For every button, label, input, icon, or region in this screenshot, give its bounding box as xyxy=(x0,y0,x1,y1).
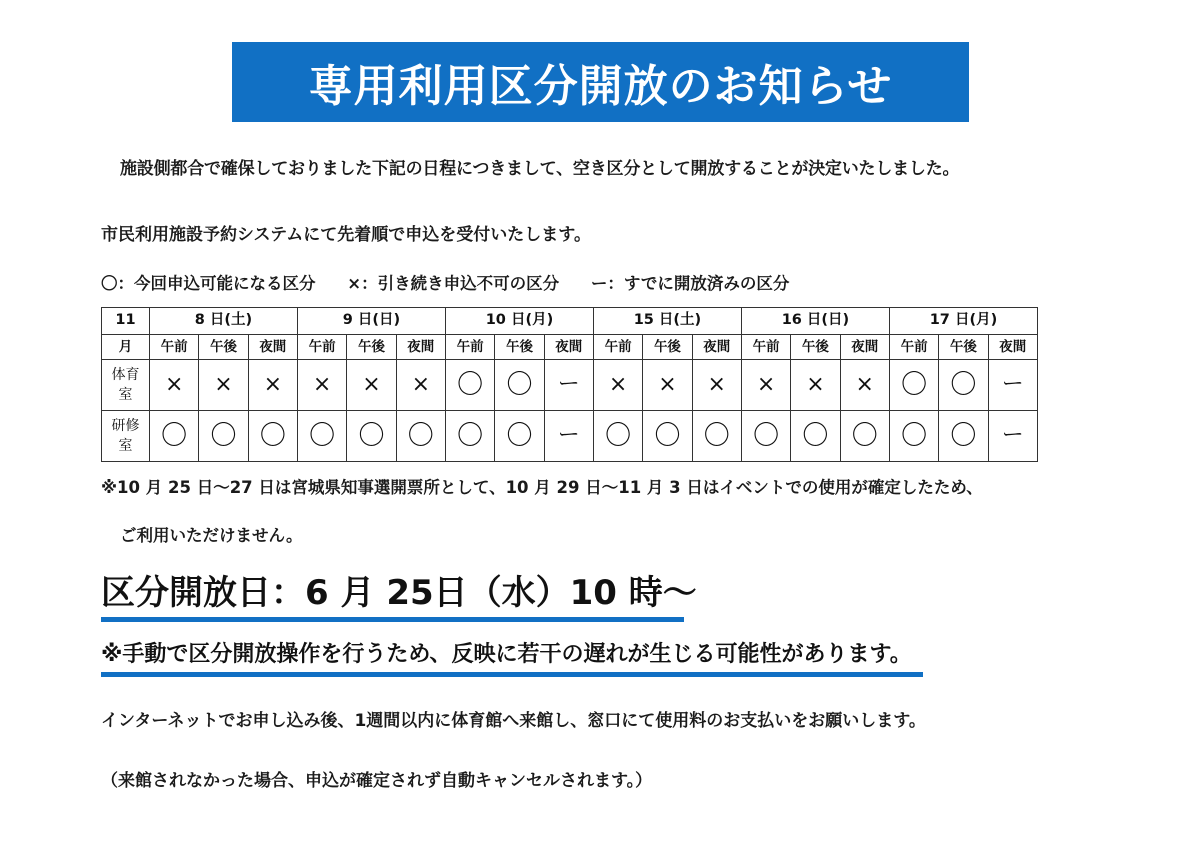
availability-mark: 〇 xyxy=(347,411,396,462)
slot-header: 夜間 xyxy=(396,335,445,360)
schedule-table xyxy=(101,307,1038,462)
availability-mark: 〇 xyxy=(692,411,741,462)
availability-mark: × xyxy=(297,360,346,411)
availability-mark: × xyxy=(741,360,790,411)
room-label xyxy=(102,360,150,411)
availability-mark: 〇 xyxy=(199,411,248,462)
availability-mark: × xyxy=(347,360,396,411)
legend xyxy=(101,270,815,294)
availability-mark: ー xyxy=(988,360,1037,411)
availability-mark: 〇 xyxy=(248,411,297,462)
slot-header: 夜間 xyxy=(248,335,297,360)
cancel-note: （来館されなかった場合、申込が確定されず自動キャンセルされます。） xyxy=(101,771,653,791)
release-date-heading: 区分開放日：6 月 25日（水）10 時～ xyxy=(101,565,684,622)
reservation-note: 市民利用施設予約システムにて先着順で申込を受付いたします。 xyxy=(101,225,591,245)
availability-mark: × xyxy=(593,360,642,411)
availability-mark: × xyxy=(791,360,840,411)
availability-mark: 〇 xyxy=(495,360,544,411)
availability-mark: 〇 xyxy=(495,411,544,462)
footnote-line-1: ※10 月 25 日～27 日は宮城県知事選開票所として、10 月 29 日～11 月 3 日はイベントでの使用が確定したため、 xyxy=(101,478,983,497)
footnote-line-2: ご利用いただけません。 xyxy=(120,526,303,545)
slot-header: 午後 xyxy=(495,335,544,360)
availability-mark: ー xyxy=(544,360,593,411)
slot-header: 午前 xyxy=(741,335,790,360)
room-label-bottom: 室 xyxy=(118,387,133,403)
intro-text: 施設側都合で確保しておりました下記の日程につきまして、空き区分として開放することが決定いたしました。 xyxy=(120,159,960,179)
slot-header: 午前 xyxy=(297,335,346,360)
slot-header: 午後 xyxy=(347,335,396,360)
slot-header: 午後 xyxy=(791,335,840,360)
slot-header: 午前 xyxy=(593,335,642,360)
room-label-top: 体育 xyxy=(111,366,140,383)
availability-mark: 〇 xyxy=(889,360,938,411)
slot-header-row xyxy=(102,335,1038,360)
day-header: 15 日(土) xyxy=(593,308,741,335)
month-cell-top: 11 xyxy=(102,308,150,335)
slot-header: 夜間 xyxy=(544,335,593,360)
room-label-top: 研修 xyxy=(111,417,140,434)
availability-mark: 〇 xyxy=(150,411,199,462)
availability-mark: 〇 xyxy=(791,411,840,462)
availability-mark: 〇 xyxy=(643,411,692,462)
caution-note: ※手動で区分開放操作を行うため、反映に若干の遅れが生じる可能性があります。 xyxy=(101,637,923,677)
availability-mark: 〇 xyxy=(939,360,988,411)
availability-mark: × xyxy=(692,360,741,411)
day-header: 9 日(日) xyxy=(297,308,445,335)
slot-header: 夜間 xyxy=(988,335,1037,360)
slot-header: 夜間 xyxy=(840,335,889,360)
day-header-row xyxy=(102,308,1038,335)
availability-mark: 〇 xyxy=(445,411,494,462)
room-row xyxy=(102,360,1038,411)
page-title: 専用利用区分開放のお知らせ xyxy=(308,61,893,112)
slot-header: 午後 xyxy=(643,335,692,360)
day-header: 8 日(土) xyxy=(150,308,298,335)
payment-note: インターネットでお申し込み後、1週間以内に体育館へ来館し、窓口にて使用料のお支払いをお願いします。 xyxy=(101,711,926,731)
availability-mark: × xyxy=(643,360,692,411)
title-banner xyxy=(232,42,969,122)
room-label-bottom: 室 xyxy=(118,438,133,454)
availability-mark: 〇 xyxy=(741,411,790,462)
availability-mark: 〇 xyxy=(889,411,938,462)
availability-mark: × xyxy=(840,360,889,411)
availability-mark: × xyxy=(248,360,297,411)
day-header: 10 日(月) xyxy=(445,308,593,335)
legend-unavailable: ×：引き続き申込不可の区分 xyxy=(347,274,560,293)
legend-available: 〇：今回申込可能になる区分 xyxy=(101,274,316,293)
availability-mark: × xyxy=(199,360,248,411)
slot-header: 午前 xyxy=(150,335,199,360)
availability-mark: 〇 xyxy=(297,411,346,462)
availability-mark: 〇 xyxy=(840,411,889,462)
availability-mark: 〇 xyxy=(396,411,445,462)
room-row xyxy=(102,411,1038,462)
availability-mark: × xyxy=(150,360,199,411)
slot-header: 午前 xyxy=(445,335,494,360)
availability-mark: 〇 xyxy=(445,360,494,411)
month-cell-bottom: 月 xyxy=(102,335,150,360)
slot-header: 午後 xyxy=(939,335,988,360)
availability-mark: 〇 xyxy=(939,411,988,462)
room-label xyxy=(102,411,150,462)
slot-header: 夜間 xyxy=(692,335,741,360)
slot-header: 午後 xyxy=(199,335,248,360)
availability-mark: × xyxy=(396,360,445,411)
availability-mark: ー xyxy=(988,411,1037,462)
slot-header: 午前 xyxy=(889,335,938,360)
availability-mark: 〇 xyxy=(593,411,642,462)
legend-already-open: ー：すでに開放済みの区分 xyxy=(590,274,790,293)
day-header: 17 日(月) xyxy=(889,308,1037,335)
day-header: 16 日(日) xyxy=(741,308,889,335)
availability-mark: ー xyxy=(544,411,593,462)
